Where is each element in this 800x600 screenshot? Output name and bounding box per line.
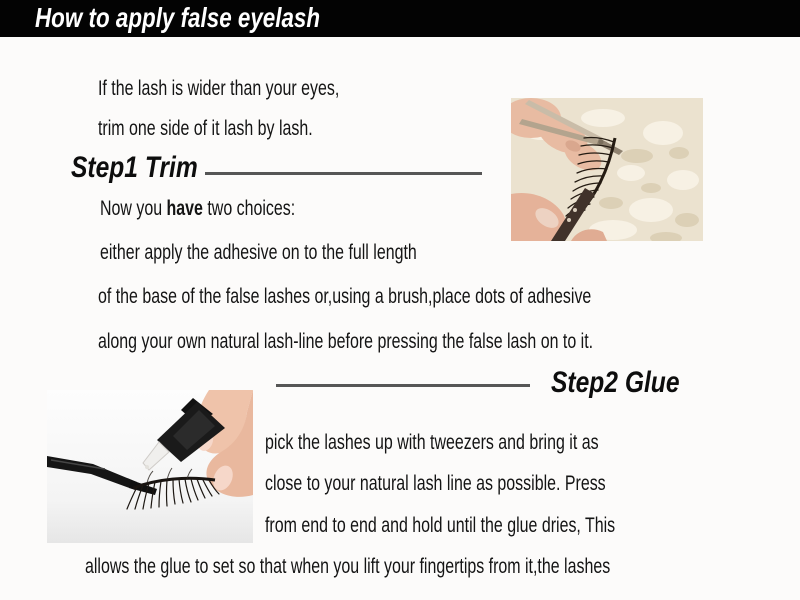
step1-divider bbox=[205, 172, 482, 175]
step2-heading: Step2 Glue bbox=[551, 366, 680, 399]
page-title: How to apply false eyelash bbox=[35, 2, 321, 33]
step1-body-line-3: along your own natural lash-line before pressing the false lash on to it. bbox=[98, 330, 594, 353]
choices-prefix: Now you bbox=[100, 197, 167, 220]
step1-choices-line bbox=[100, 197, 295, 221]
step1-intro-line-2: trim one side of it lash by lash. bbox=[98, 117, 313, 140]
step1-heading: Step1 Trim bbox=[71, 151, 198, 184]
step2-divider bbox=[276, 384, 530, 387]
choices-suffix: two choices: bbox=[202, 197, 296, 220]
step1-body-line-2: of the base of the false lashes or,using a brush,place dots of adhesive bbox=[98, 285, 592, 308]
choices-bold-word: have bbox=[166, 197, 203, 220]
step1-intro-line-1: If the lash is wider than your eyes, bbox=[98, 77, 340, 100]
step2-body-line-4: allows the glue to set so that when you lift your fingertips from it,the lashes bbox=[85, 555, 611, 578]
step1-body-line-1: either apply the adhesive on to the full length bbox=[100, 241, 417, 264]
title-bar bbox=[0, 0, 800, 37]
step2-body-line-1: pick the lashes up with tweezers and bring it as bbox=[265, 431, 599, 454]
glue-photo bbox=[47, 390, 253, 543]
trim-photo bbox=[511, 98, 703, 241]
step2-body-line-3: from end to end and hold until the glue dries, This bbox=[265, 514, 616, 537]
step2-body-line-2: close to your natural lash line as possible. Press bbox=[265, 472, 606, 495]
